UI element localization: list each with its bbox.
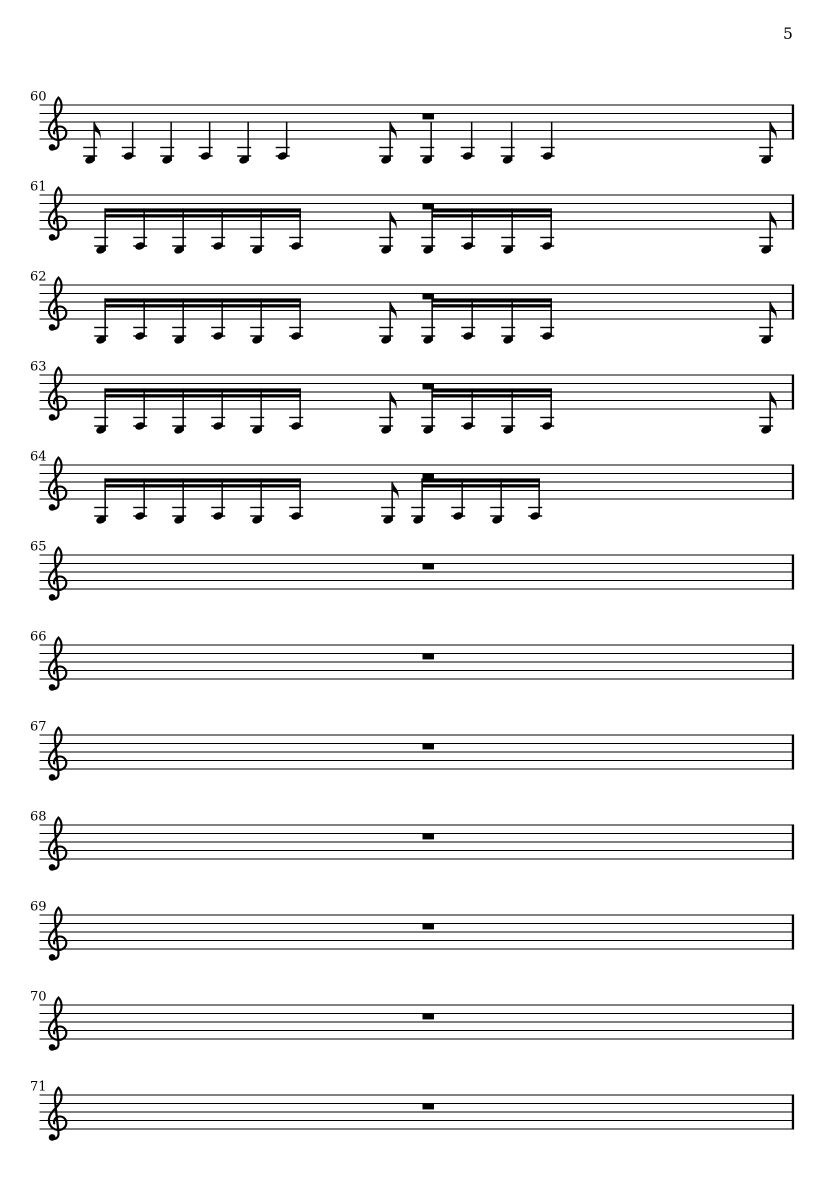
measure-number: 62 xyxy=(30,269,47,285)
note-stem xyxy=(221,388,223,427)
note-eighth xyxy=(759,392,776,435)
beam xyxy=(431,214,552,217)
note-stem xyxy=(471,298,473,337)
note-stem xyxy=(769,392,771,431)
whole-rest-icon xyxy=(423,1104,435,1109)
note-stem xyxy=(299,478,301,517)
note-quarter xyxy=(541,122,555,161)
note-stem xyxy=(389,302,391,341)
treble-clef-ball xyxy=(49,144,56,151)
measure-number: 70 xyxy=(30,989,47,1005)
beam xyxy=(421,484,540,487)
note-stem xyxy=(209,122,211,157)
system-60 xyxy=(0,80,835,172)
measure-number: 69 xyxy=(30,899,47,915)
treble-clef-icon xyxy=(49,638,67,691)
measure-number: 63 xyxy=(30,359,47,375)
note-stem xyxy=(461,478,463,517)
note-stem xyxy=(471,122,473,157)
page-number: 5 xyxy=(783,25,793,43)
measure-number: 67 xyxy=(30,719,47,735)
note-eighth xyxy=(759,122,776,165)
treble-clef-ball xyxy=(49,1134,56,1141)
note-eighth xyxy=(759,212,776,255)
final-barline xyxy=(792,284,794,319)
note-eighth xyxy=(83,122,100,165)
note-stem xyxy=(550,208,552,247)
beam xyxy=(104,394,301,397)
note-stem xyxy=(511,122,513,161)
note-quarter xyxy=(237,122,251,165)
note-stem xyxy=(299,298,301,337)
treble-clef-icon xyxy=(49,458,67,511)
final-barline xyxy=(792,914,794,949)
system-64 xyxy=(0,440,835,532)
measure-number: 66 xyxy=(30,629,47,645)
note-stem xyxy=(299,388,301,427)
treble-clef-icon xyxy=(49,548,67,601)
beam xyxy=(104,484,301,487)
measure-number: 65 xyxy=(30,539,47,555)
system-svg xyxy=(0,1070,835,1162)
treble-clef-icon xyxy=(49,728,67,781)
note-stem xyxy=(143,388,145,427)
final-barline xyxy=(792,554,794,589)
note-stem xyxy=(143,208,145,247)
whole-rest-icon xyxy=(423,924,435,929)
treble-clef-icon xyxy=(49,368,67,421)
whole-rest-icon xyxy=(423,114,435,119)
treble-clef-ball xyxy=(49,1044,56,1051)
beam xyxy=(431,298,552,301)
note-stem xyxy=(391,482,393,521)
treble-clef-ball xyxy=(49,864,56,871)
note-stem xyxy=(471,388,473,427)
note-stem xyxy=(430,122,432,161)
system-svg xyxy=(0,170,835,262)
final-barline xyxy=(792,734,794,769)
treble-clef-ball xyxy=(49,954,56,961)
system-svg xyxy=(0,80,835,172)
system-svg xyxy=(0,620,835,712)
note-stem xyxy=(286,122,288,157)
beam xyxy=(431,208,552,211)
beam xyxy=(104,388,301,391)
treble-clef-icon xyxy=(49,1088,67,1141)
whole-rest-icon xyxy=(423,744,435,749)
note-stem xyxy=(221,298,223,337)
note-stem xyxy=(550,298,552,337)
whole-rest-icon xyxy=(423,654,435,659)
system-68 xyxy=(0,800,835,892)
whole-rest-icon xyxy=(423,834,435,839)
note-stem xyxy=(221,478,223,517)
system-svg xyxy=(0,350,835,442)
treble-clef-icon xyxy=(49,908,67,961)
note-quarter xyxy=(501,122,515,165)
system-svg xyxy=(0,440,835,532)
measure-number: 60 xyxy=(30,89,47,105)
beam xyxy=(421,478,540,481)
beam xyxy=(431,394,552,397)
note-stem xyxy=(143,298,145,337)
note-stem xyxy=(389,212,391,251)
note-stem xyxy=(769,122,771,161)
final-barline xyxy=(792,1094,794,1129)
note-eighth xyxy=(379,302,396,345)
note-stem xyxy=(247,122,249,161)
final-barline xyxy=(792,464,794,499)
note-stem xyxy=(769,302,771,341)
beam xyxy=(431,388,552,391)
final-barline xyxy=(792,104,794,139)
note-eighth xyxy=(379,212,396,255)
note-stem xyxy=(221,208,223,247)
note-quarter xyxy=(276,122,290,161)
system-65 xyxy=(0,530,835,622)
final-barline xyxy=(792,824,794,859)
system-67 xyxy=(0,710,835,802)
note-stem xyxy=(143,478,145,517)
final-barline xyxy=(792,644,794,679)
final-barline xyxy=(792,1004,794,1039)
measure-number: 64 xyxy=(30,449,47,465)
note-quarter xyxy=(420,122,434,165)
system-svg xyxy=(0,530,835,622)
treble-clef-ball xyxy=(49,414,56,421)
beam xyxy=(104,478,301,481)
system-svg xyxy=(0,260,835,352)
beam xyxy=(104,214,301,217)
note-stem xyxy=(93,122,95,161)
treble-clef-ball xyxy=(49,504,56,511)
system-svg xyxy=(0,980,835,1072)
whole-rest-icon xyxy=(423,1014,435,1019)
note-quarter xyxy=(461,122,475,161)
system-svg xyxy=(0,890,835,982)
treble-clef-ball xyxy=(49,234,56,241)
treble-clef-icon xyxy=(49,188,67,241)
note-stem xyxy=(769,212,771,251)
note-stem xyxy=(538,478,540,517)
beam xyxy=(104,304,301,307)
beam xyxy=(431,304,552,307)
note-stem xyxy=(132,122,134,157)
measure-number: 61 xyxy=(30,179,47,195)
note-stem xyxy=(389,392,391,431)
treble-clef-icon xyxy=(49,818,67,871)
note-quarter xyxy=(160,122,174,165)
system-62 xyxy=(0,260,835,352)
treble-clef-ball xyxy=(49,774,56,781)
note-stem xyxy=(471,208,473,247)
treble-clef-icon xyxy=(49,998,67,1051)
system-70 xyxy=(0,980,835,1072)
note-stem xyxy=(551,122,553,157)
final-barline xyxy=(792,194,794,229)
treble-clef-icon xyxy=(49,278,67,331)
treble-clef-ball xyxy=(49,594,56,601)
beam xyxy=(104,298,301,301)
whole-rest-icon xyxy=(423,564,435,569)
note-eighth xyxy=(379,392,396,435)
note-eighth xyxy=(379,122,396,165)
note-eighth xyxy=(759,302,776,345)
note-eighth xyxy=(381,482,398,525)
note-stem xyxy=(550,388,552,427)
system-66 xyxy=(0,620,835,712)
treble-clef-ball xyxy=(49,324,56,331)
note-quarter xyxy=(199,122,213,161)
note-quarter xyxy=(122,122,136,161)
measure-number: 71 xyxy=(30,1079,47,1095)
measure-number: 68 xyxy=(30,809,47,825)
system-71 xyxy=(0,1070,835,1162)
note-stem xyxy=(299,208,301,247)
system-63 xyxy=(0,350,835,442)
treble-clef-ball xyxy=(49,684,56,691)
final-barline xyxy=(792,374,794,409)
system-svg xyxy=(0,800,835,892)
system-svg xyxy=(0,710,835,802)
system-61 xyxy=(0,170,835,262)
note-stem xyxy=(170,122,172,161)
note-stem xyxy=(389,122,391,161)
system-69 xyxy=(0,890,835,982)
beam xyxy=(104,208,301,211)
treble-clef-icon xyxy=(49,98,67,151)
